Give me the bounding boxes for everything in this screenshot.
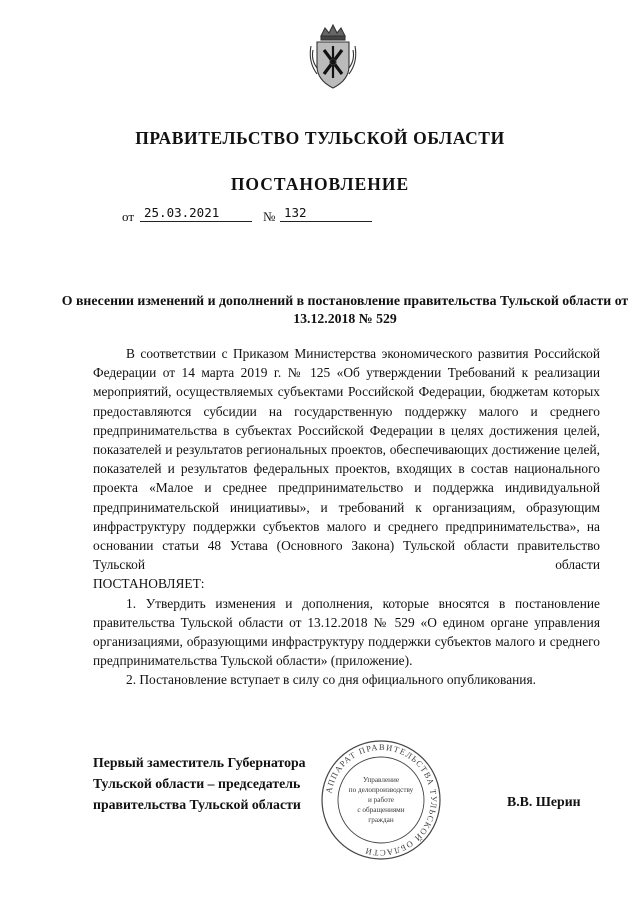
- signatory-position-line-2: Тульской области – председатель: [93, 776, 301, 791]
- number-value: 132: [280, 205, 372, 222]
- resolution-verb: ПОСТАНОВЛЯЕТ:: [93, 576, 205, 592]
- signatory-position-line-1: Первый заместитель Губернатора: [93, 755, 306, 770]
- stamp-ring-text: АППАРАТ ПРАВИТЕЛЬСТВА ТУЛЬСКОЙ ОБЛАСТИ: [323, 741, 440, 859]
- stamp-line-1: Управление: [362, 776, 400, 784]
- document-body: [93, 344, 600, 690]
- stamp-line-2: по делопроизводству: [348, 786, 414, 794]
- date-number-line: [122, 205, 382, 227]
- item-2-paragraph: 2. Постановление вступает в силу со дня официального опубликования.: [126, 672, 536, 688]
- date-value: 25.03.2021: [140, 205, 252, 222]
- item-1-paragraph: 1. Утвердить изменения и дополнения, которые вносятся в постановление правительства Тульской области от 13.12.2018 № 529 «О едином органе управления организациями, образующими инфраструктуру поддержки субъектов малого и среднего предпринимательства Тульской области» (приложение).: [93, 595, 600, 669]
- stamp-line-5: граждан: [368, 816, 394, 824]
- stamp-line-3: и работе: [368, 796, 394, 804]
- signatory-position: [93, 752, 343, 815]
- number-label: №: [263, 209, 276, 224]
- organization-title: ПРАВИТЕЛЬСТВО ТУЛЬСКОЙ ОБЛАСТИ: [135, 128, 505, 148]
- date-label: от: [122, 209, 135, 224]
- stamp-line-4: с обращениями: [357, 806, 405, 814]
- preamble-paragraph: В соответствии с Приказом Министерства экономического развития Российской Федерации от 14 марта 2019 г. № 125 «Об утверждении Требований к реализации мероприятий, осуществляемых субъектами Российской Федерации, бюджетам которых предоставляются субсидии на государственную поддержку малого и среднего предпринимательства в субъектах Российской Федерации в целях достижения целей, показателей и результатов региональных проектов, обеспечивающих достижение целей, показателей и результатов федеральных проектов, входящих в состав национального проекта «Малое и среднее предпринимательство и поддержка индивидуальной предпринимательской инициативы», и требований к организациям, образующим инфраструктуру поддержки субъектов малого и среднего предпринимательства», на основании статьи 48 Устава (Основного Закона) Тульской области правительство Тульской области: [93, 346, 600, 573]
- document-type-title: ПОСТАНОВЛЕНИЕ: [230, 174, 410, 194]
- stamp-center-text: [337, 775, 425, 825]
- signer-name: В.В. Шерин: [507, 794, 581, 809]
- coat-of-arms-icon: [307, 22, 359, 92]
- document-subject: О внесении изменений и дополнений в постановление правительства Тульской области от 13.12.2018 № 529: [61, 293, 629, 326]
- signatory-position-line-3: правительства Тульской области: [93, 797, 301, 812]
